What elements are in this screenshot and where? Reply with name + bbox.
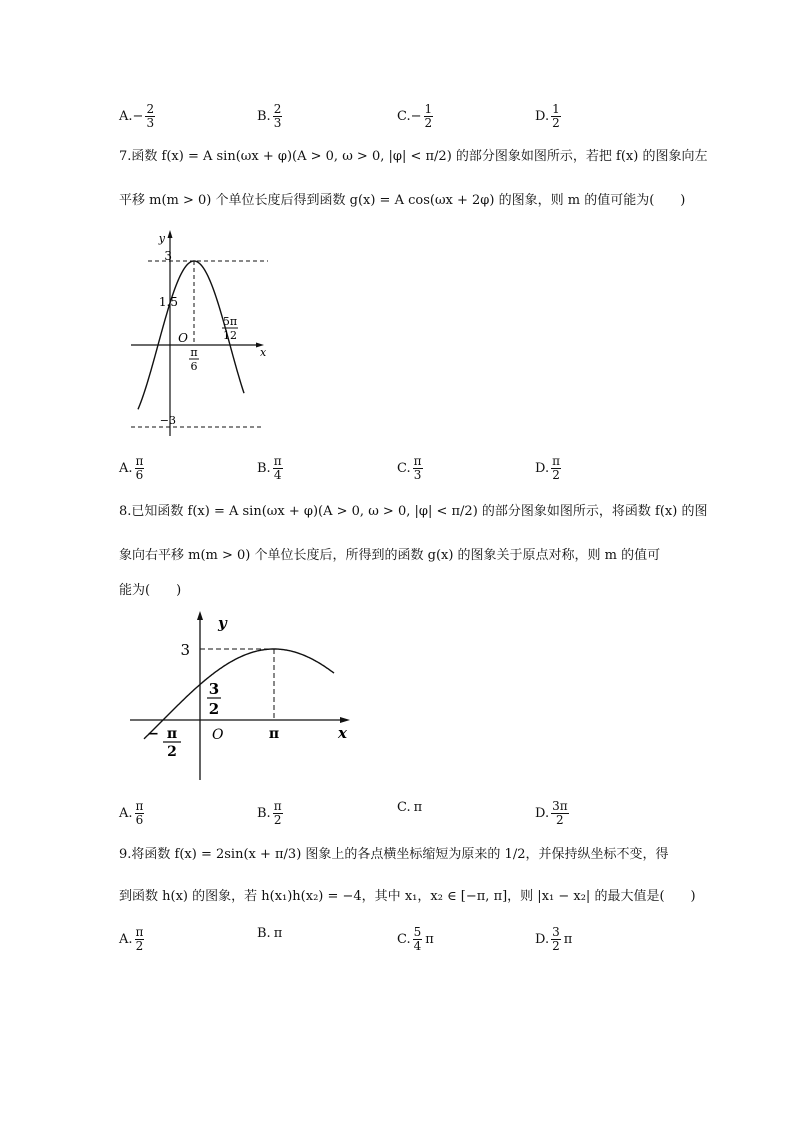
q8-line2: 象向右平移 m(m > 0) 个单位长度后，所得到的函数 g(x) 的图象关于原点对称，则 m 的值可 — [119, 548, 661, 563]
option-fraction — [551, 926, 561, 953]
option-letter: C. — [397, 932, 411, 947]
q7-ymin-label: −3 — [159, 414, 176, 427]
option-fraction — [135, 455, 145, 482]
option-fraction — [273, 455, 283, 482]
option-letter: D. — [535, 461, 550, 476]
fraction-numerator: 2 — [273, 102, 282, 116]
option-c[interactable] — [397, 800, 422, 815]
option-fraction — [273, 103, 283, 130]
option-fraction — [413, 926, 423, 953]
q8-line1: 8.已知函数 f(x) = A sin(ωx + φ)(A > 0, ω > 0, |φ| < π/2) 的部分图象如图所示，将函数 f(x) 的图 — [119, 504, 708, 519]
fraction-numerator: π — [135, 799, 144, 813]
option-b[interactable] — [257, 800, 283, 827]
option-fraction — [424, 103, 434, 130]
fraction-denominator: 2 — [424, 116, 433, 130]
q7-zero-num: 5π — [222, 315, 238, 328]
q7-peak-den: 6 — [190, 360, 198, 373]
option-letter: C. — [397, 461, 411, 476]
option-letter: D. — [535, 109, 550, 124]
option-letter: D. — [535, 932, 550, 947]
fraction-denominator: 3 — [413, 468, 422, 482]
q7-origin-label: O — [178, 331, 188, 345]
option-b[interactable] — [257, 926, 282, 941]
q8-y-label: y — [218, 614, 227, 632]
option-letter: C. — [397, 800, 411, 815]
option-letter: C. — [397, 109, 411, 124]
option-fraction — [551, 103, 561, 130]
option-sign: − — [410, 109, 422, 124]
q8-line3: 能为( ) — [119, 583, 182, 598]
option-fraction — [135, 800, 145, 827]
option-sign: − — [132, 109, 144, 124]
q8-xneg-sign: − — [147, 726, 159, 742]
fraction-numerator: π — [552, 454, 560, 468]
q8-ymax-label: 3 — [180, 641, 190, 659]
option-fraction — [273, 800, 283, 827]
option-letter: A. — [119, 461, 133, 476]
q7-peak-num: π — [190, 346, 198, 359]
q7-yhalf-label: 1.5 — [158, 295, 178, 309]
fraction-denominator: 2 — [552, 939, 560, 953]
option-letter: B. — [257, 109, 271, 124]
option-fraction — [551, 800, 569, 827]
option-letter: D. — [535, 806, 550, 821]
option-a[interactable] — [119, 926, 144, 953]
option-fraction — [413, 455, 423, 482]
fraction-denominator: 3 — [273, 116, 282, 130]
q8-xneg-den: 2 — [167, 744, 177, 760]
fraction-numerator: π — [135, 454, 144, 468]
fraction-denominator: 6 — [135, 468, 144, 482]
q7-line1: 7.函数 f(x) = A sin(ωx + φ)(A > 0, ω > 0, |φ| < π/2) 的部分图象如图所示，若把 f(x) 的图象向左 — [119, 149, 708, 164]
fraction-numerator: 1 — [424, 102, 433, 116]
q8-graph — [128, 608, 358, 783]
fraction-denominator: 4 — [413, 939, 422, 953]
option-letter: A. — [119, 932, 133, 947]
fraction-denominator: 2 — [552, 468, 560, 482]
fraction-numerator: 3π — [552, 799, 568, 813]
q7-y-label: y — [158, 232, 165, 245]
q9-line1: 9.将函数 f(x) = 2sin(x + π/3) 图象上的各点横坐标缩短为原来的 1/2，并保持纵坐标不变，得 — [119, 847, 669, 862]
q9-line2: 到函数 h(x) 的图象，若 h(x₁)h(x₂) = −4，其中 x₁，x₂ ∈ [−π, π]，则 |x₁ − x₂| 的最大值是( ) — [119, 889, 696, 904]
option-a[interactable] — [119, 455, 144, 482]
option-a[interactable] — [119, 800, 144, 827]
q8-origin-label: O — [212, 727, 224, 743]
q7-zero-den: 12 — [223, 329, 237, 342]
fraction-numerator: π — [135, 925, 144, 939]
fraction-denominator: 2 — [135, 939, 144, 953]
option-text: π — [563, 932, 573, 947]
q7-x-label: x — [260, 346, 267, 359]
q8-peak-label: π — [268, 726, 280, 742]
option-d[interactable] — [535, 800, 569, 827]
option-b[interactable] — [257, 103, 282, 130]
fraction-numerator: 2 — [146, 102, 155, 116]
option-text: π — [425, 932, 434, 947]
fraction-denominator: 2 — [273, 813, 282, 827]
fraction-numerator: π — [413, 454, 422, 468]
option-fraction — [145, 103, 155, 130]
option-b[interactable] — [257, 455, 283, 482]
option-d[interactable] — [535, 926, 572, 953]
option-d[interactable] — [535, 103, 561, 130]
q7-graph — [126, 228, 271, 438]
option-letter: A. — [119, 109, 133, 124]
fraction-denominator: 6 — [135, 813, 144, 827]
option-c[interactable] — [397, 103, 433, 130]
option-c[interactable] — [397, 455, 423, 482]
q8-x-label: x — [338, 724, 347, 742]
q7-ymax-label: 3 — [164, 249, 172, 263]
option-d[interactable] — [535, 455, 561, 482]
fraction-numerator: 5 — [413, 925, 422, 939]
fraction-denominator: 3 — [146, 116, 155, 130]
option-text: π — [413, 800, 423, 815]
option-a[interactable] — [119, 103, 155, 130]
option-letter: B. — [257, 461, 271, 476]
option-letter: A. — [119, 806, 133, 821]
fraction-numerator: π — [273, 799, 282, 813]
option-letter: B. — [257, 926, 271, 941]
option-fraction — [551, 455, 561, 482]
fraction-numerator: π — [273, 454, 282, 468]
option-c[interactable] — [397, 926, 434, 953]
fraction-numerator: 1 — [552, 102, 560, 116]
fraction-numerator: 3 — [552, 925, 560, 939]
q7-line2: 平移 m(m > 0) 个单位长度后得到函数 g(x) = A cos(ωx + 2φ) 的图象，则 m 的值可能为( ) — [119, 193, 686, 208]
option-fraction — [135, 926, 145, 953]
q8-ymid-den: 2 — [208, 700, 220, 718]
fraction-denominator: 2 — [556, 813, 564, 827]
option-letter: B. — [257, 806, 271, 821]
q8-ymid-num: 3 — [208, 680, 220, 698]
option-text: π — [273, 926, 283, 941]
fraction-denominator: 2 — [552, 116, 560, 130]
q8-xneg-num: π — [166, 726, 178, 742]
fraction-denominator: 4 — [273, 468, 282, 482]
